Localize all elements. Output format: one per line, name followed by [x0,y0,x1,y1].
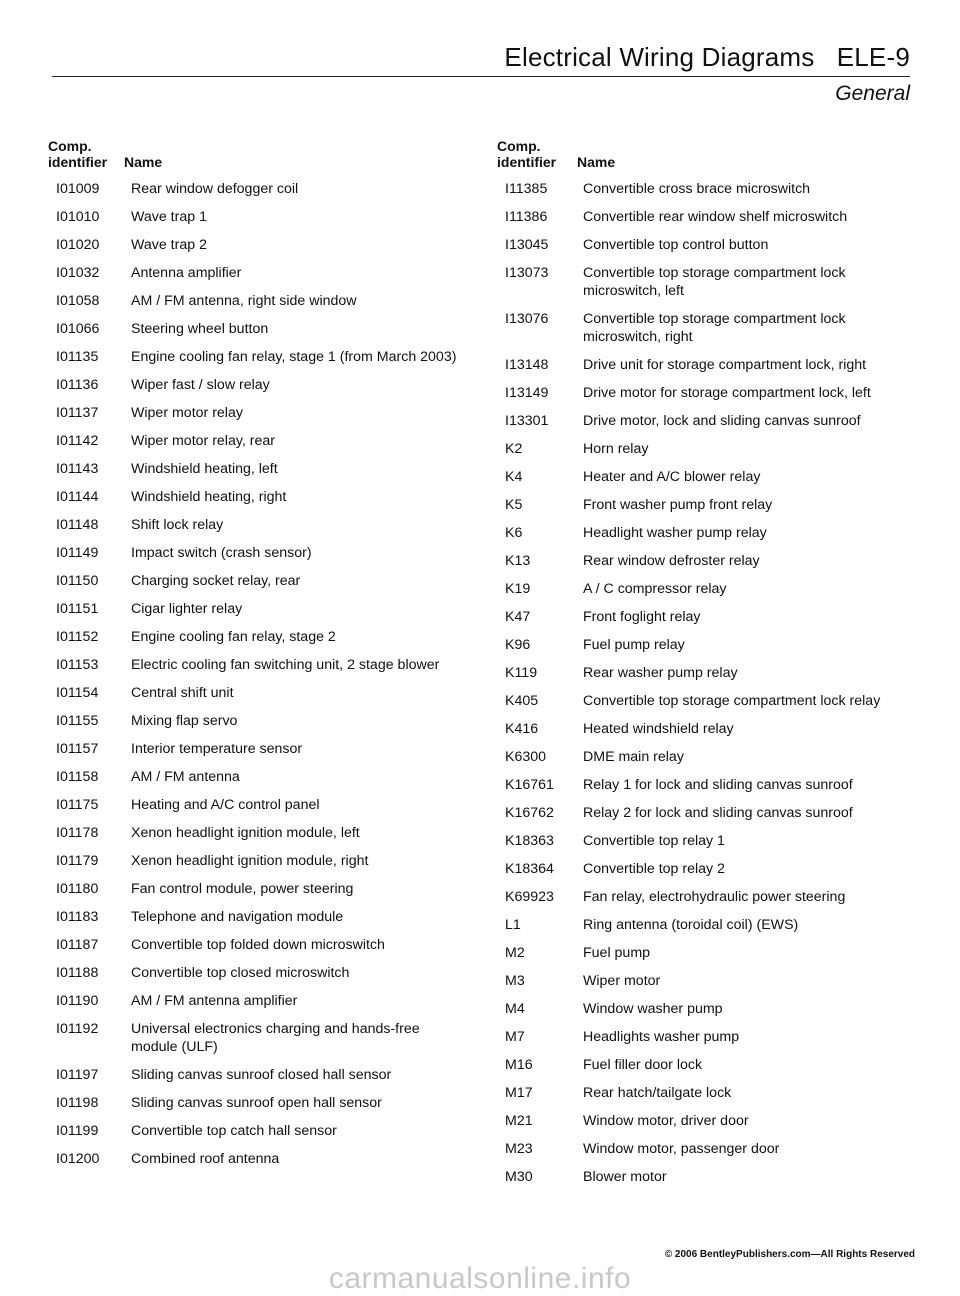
table-row [497,1076,917,1104]
component-id: K5 [505,497,523,513]
component-id: K405 [505,693,539,709]
component-name: Electric cooling fan switching unit, 2 stage blower [131,657,440,673]
table-row [48,1058,468,1086]
table-row [497,1104,917,1132]
component-name: Cigar lighter relay [131,601,243,617]
table-row [497,712,917,740]
component-id: I01149 [56,545,99,561]
component-name: Wiper motor relay [131,405,243,421]
table-row [48,172,468,200]
component-name: Interior temperature sensor [131,741,303,757]
table-row [48,1142,468,1170]
table-row [48,816,468,844]
component-id: I01151 [56,601,99,617]
component-name: Fuel pump relay [583,637,685,653]
table-row [497,516,917,544]
component-name: Wiper motor relay, rear [131,433,276,449]
table-row [48,396,468,424]
component-id: K119 [505,665,538,681]
table-row [48,1012,468,1058]
component-name: Xenon headlight ignition module, left [131,825,360,841]
table-row [48,900,468,928]
component-name: Heated windshield relay [583,721,734,737]
table-row [497,684,917,712]
rows [497,172,917,1188]
component-id: I01020 [56,237,100,253]
component-name: Headlight washer pump relay [583,525,767,541]
component-id: I01136 [56,377,99,393]
component-name: Convertible top storage compartment lock microswitch, right [583,311,846,345]
component-id: I01058 [56,293,100,309]
component-name: Engine cooling fan relay, stage 1 (from March 2003) [131,349,457,365]
component-id: I13073 [505,265,549,281]
component-name: Wiper motor [583,973,661,989]
component-id: I01154 [56,685,99,701]
component-name: Front foglight relay [583,609,701,625]
table-row [497,656,917,684]
component-name: Sliding canvas sunroof open hall sensor [131,1095,382,1111]
table-row [48,984,468,1012]
component-name: Convertible top relay 2 [583,861,725,877]
component-name: Headlights washer pump [583,1029,740,1045]
table-row [497,992,917,1020]
component-id: I01178 [56,825,99,841]
table-row [48,872,468,900]
component-id: K6 [505,525,523,541]
component-id: K2 [505,441,523,457]
component-name: Mixing flap servo [131,713,238,729]
component-name: Drive motor for storage compartment lock, left [583,385,871,401]
component-id: I13045 [505,237,549,253]
table-row [48,368,468,396]
component-name: AM / FM antenna [131,769,240,785]
component-name: Heating and A/C control panel [131,797,320,813]
component-name: AM / FM antenna amplifier [131,993,298,1009]
table-row [497,228,917,256]
component-name: Sliding canvas sunroof closed hall sensor [131,1067,392,1083]
table-row [497,572,917,600]
table-row [48,228,468,256]
component-id: K13 [505,553,531,569]
section-title: General [835,82,910,105]
component-id: M17 [505,1085,533,1101]
table-row [497,880,917,908]
component-name: DME main relay [583,749,684,765]
table-row [48,704,468,732]
table-row [497,432,917,460]
component-name: Window motor, passenger door [583,1141,780,1157]
component-name: Telephone and navigation module [131,909,344,925]
component-id: I01152 [56,629,99,645]
page-title: Electrical Wiring Diagrams ELE-9 [504,42,910,72]
component-id: K416 [505,721,539,737]
component-id: I01197 [56,1067,99,1083]
component-name: Drive motor, lock and sliding canvas sunroof [583,413,861,429]
component-id: I01179 [56,853,99,869]
component-name: Charging socket relay, rear [131,573,301,589]
table-row [497,936,917,964]
component-id: I01192 [56,1021,99,1037]
table-row [48,480,468,508]
table-row [48,424,468,452]
component-name: Fuel filler door lock [583,1057,703,1073]
table-row [497,544,917,572]
component-id: M2 [505,945,525,961]
component-name: Impact switch (crash sensor) [131,545,312,561]
component-id: I01144 [56,489,99,505]
component-name: Central shift unit [131,685,234,701]
component-id: M30 [505,1169,533,1185]
identifier-header: Comp. identifier [48,138,108,170]
component-id: I01187 [56,937,99,953]
table-row [497,768,917,796]
component-id: I13148 [505,357,549,373]
table-row [48,844,468,872]
table-row [48,284,468,312]
component-id: I01175 [56,797,99,813]
table-row [497,348,917,376]
component-id: M7 [505,1029,525,1045]
table-row [497,376,917,404]
component-name: Rear washer pump relay [583,665,738,681]
component-name: Wave trap 2 [131,237,207,253]
component-name: Engine cooling fan relay, stage 2 [131,629,336,645]
table-row [48,760,468,788]
component-id: I01032 [56,265,100,281]
component-id: I01066 [56,321,100,337]
component-name: Fan control module, power steering [131,881,354,897]
table-row [497,964,917,992]
table-row [497,1160,917,1188]
component-id: I01135 [56,349,99,365]
table-row [48,1086,468,1114]
component-name: Rear window defogger coil [131,181,299,197]
component-id: I01009 [56,181,100,197]
table-row [48,788,468,816]
component-name: Fuel pump [583,945,651,961]
component-name: Convertible rear window shelf microswitch [583,209,848,225]
component-name: Universal electronics charging and hands-free module (ULF) [131,1021,420,1055]
component-id: I01188 [56,965,99,981]
table-row [497,740,917,768]
component-name: Window washer pump [583,1001,723,1017]
component-name: Heater and A/C blower relay [583,469,761,485]
table-row [497,200,917,228]
component-name: Fan relay, electrohydraulic power steering [583,889,846,905]
component-id: K19 [505,581,531,597]
component-id: I01180 [56,881,99,897]
component-id: K16762 [505,805,554,821]
table-row [497,172,917,200]
component-id: I01157 [56,741,99,757]
column-header [48,138,468,172]
table-row [497,1020,917,1048]
component-id: I01190 [56,993,99,1009]
component-name: Ring antenna (toroidal coil) (EWS) [583,917,799,933]
component-name: Convertible top folded down microswitch [131,937,385,953]
table-row [48,312,468,340]
component-name: Antenna amplifier [131,265,242,281]
table-row [48,1114,468,1142]
component-name: Shift lock relay [131,517,224,533]
name-header: Name [124,154,163,170]
component-id: K18364 [505,861,554,877]
table-row [497,1048,917,1076]
component-name: Drive unit for storage compartment lock, right [583,357,867,373]
rows [48,172,468,1170]
component-name: Convertible top closed microswitch [131,965,350,981]
component-name: Combined roof antenna [131,1151,280,1167]
header-rule [52,76,910,77]
component-id: I01143 [56,461,99,477]
component-id: I01158 [56,769,99,785]
table-row [497,824,917,852]
table-row [48,732,468,760]
table-row [48,592,468,620]
component-name: Wiper fast / slow relay [131,377,270,393]
component-name: Convertible top catch hall sensor [131,1123,337,1139]
component-id: I01137 [56,405,99,421]
component-id: I01010 [56,209,100,225]
component-name: Window motor, driver door [583,1113,749,1129]
table-row [497,404,917,432]
component-name: Front washer pump front relay [583,497,773,513]
table-row [48,956,468,984]
table-row [48,256,468,284]
table-row [497,600,917,628]
component-name: Windshield heating, right [131,489,287,505]
component-name: Convertible top storage compartment lock relay [583,693,881,709]
component-id: M23 [505,1141,533,1157]
table-row [497,460,917,488]
component-name: Convertible top storage compartment lock microswitch, left [583,265,846,299]
component-id: I11385 [505,181,548,197]
component-id: K4 [505,469,523,485]
table-row [497,852,917,880]
component-name: A / C compressor relay [583,581,727,597]
table-row [48,200,468,228]
component-id: M21 [505,1113,533,1129]
table-row [497,908,917,936]
table-row [48,452,468,480]
component-id: I01198 [56,1095,99,1111]
table-row [48,928,468,956]
component-id: M4 [505,1001,525,1017]
table-row [48,676,468,704]
name-header: Name [577,154,616,170]
component-id: I13076 [505,311,549,327]
component-id: I01155 [56,713,99,729]
table-row [497,628,917,656]
table-row [497,1132,917,1160]
component-id: K47 [505,609,531,625]
component-id: M3 [505,973,525,989]
table-row [48,648,468,676]
component-name: Relay 1 for lock and sliding canvas sunroof [583,777,853,793]
component-id: K69923 [505,889,554,905]
component-id: I13149 [505,385,549,401]
component-id: I01199 [56,1123,99,1139]
table-row [48,536,468,564]
copyright-footer: © 2006 BentleyPublishers.com—All Rights Reserved [664,1249,915,1260]
watermark: carmanualsonline.info [328,1262,632,1295]
component-name: Xenon headlight ignition module, right [131,853,369,869]
table-row [48,508,468,536]
component-id: I01200 [56,1151,100,1167]
component-name: Convertible top relay 1 [583,833,725,849]
component-id: I13301 [505,413,549,429]
table-row [497,302,917,348]
component-name: Rear window defroster relay [583,553,760,569]
component-name: Windshield heating, left [131,461,278,477]
component-id: I01153 [56,657,99,673]
component-id: K6300 [505,749,547,765]
component-id: K16761 [505,777,554,793]
component-id: M16 [505,1057,533,1073]
table-row [497,488,917,516]
component-id: L1 [505,917,521,933]
identifier-header: Comp. identifier [497,138,557,170]
component-list-right [497,138,917,1188]
component-name: Horn relay [583,441,649,457]
component-name: Convertible top control button [583,237,769,253]
component-id: I11386 [505,209,548,225]
table-row [497,796,917,824]
component-list-left [48,138,468,1170]
column-header [497,138,917,172]
table-row [48,340,468,368]
component-id: K96 [505,637,531,653]
component-name: Wave trap 1 [131,209,207,225]
table-row [497,256,917,302]
component-name: Convertible cross brace microswitch [583,181,811,197]
component-name: Steering wheel button [131,321,269,337]
component-id: I01148 [56,517,99,533]
component-name: Rear hatch/tailgate lock [583,1085,732,1101]
component-id: I01150 [56,573,99,589]
component-id: I01142 [56,433,99,449]
table-row [48,620,468,648]
table-row [48,564,468,592]
component-name: AM / FM antenna, right side window [131,293,357,309]
component-id: I01183 [56,909,99,925]
component-id: K18363 [505,833,554,849]
component-name: Blower motor [583,1169,667,1185]
component-name: Relay 2 for lock and sliding canvas sunroof [583,805,853,821]
